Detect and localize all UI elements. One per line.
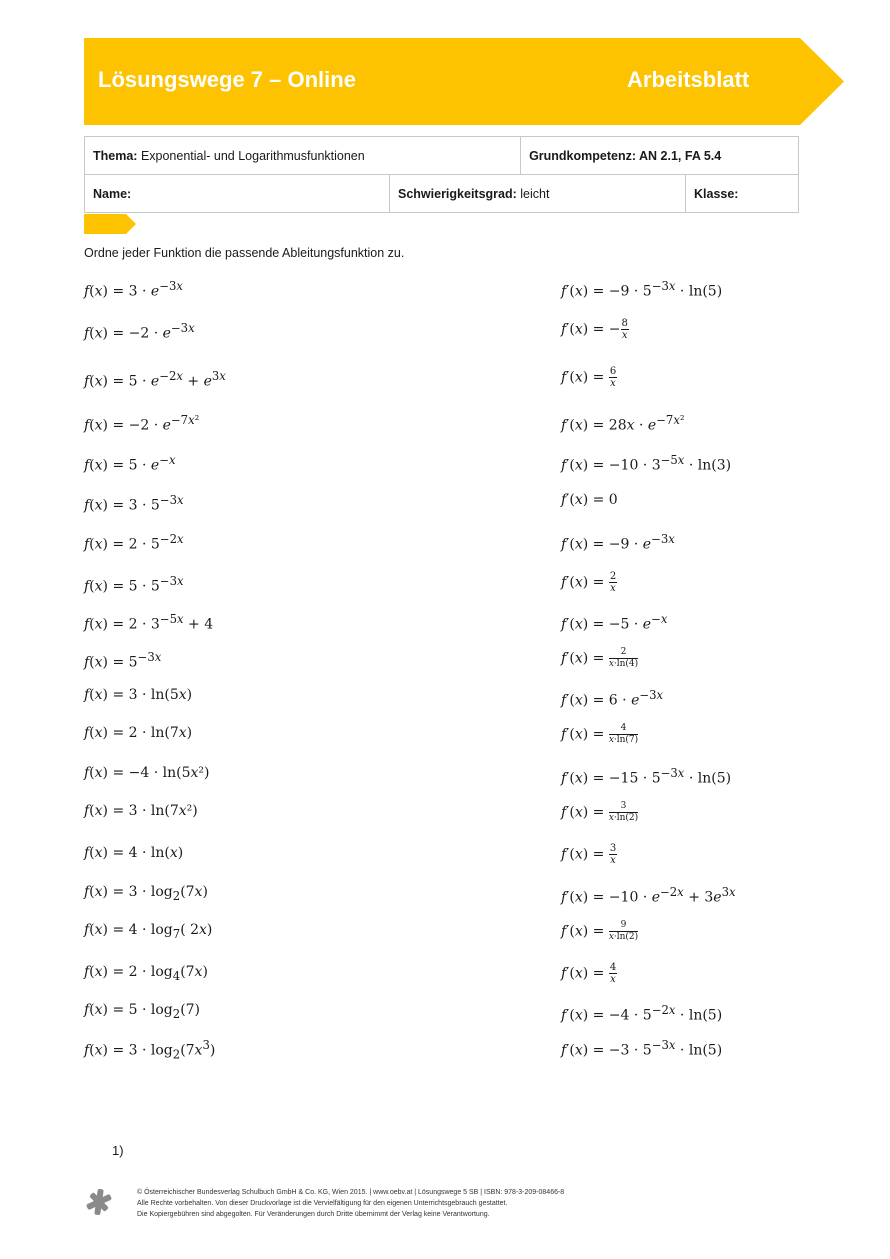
list-item — [84, 920, 804, 962]
function-10[interactable]: 𝑓(𝑥) = $5^{-3𝑥}$ — [84, 650, 162, 671]
function-2[interactable]: 𝑓(𝑥) = −2 · 𝑒$^{-3𝑥}$ — [84, 321, 195, 342]
function-16[interactable]: 𝑓(𝑥) = $3 \cdot \log_2(7𝑥)$ — [84, 884, 208, 903]
list-item — [84, 571, 804, 609]
function-17[interactable]: 𝑓(𝑥) = $4 \cdot \log_7$( 2𝑥) — [84, 922, 213, 941]
thema-value: Exponential- und Logarithmusfunktionen — [140, 148, 365, 163]
function-5[interactable]: 𝑓(𝑥) = 5 · 𝑒$^{-𝑥}$ — [84, 453, 176, 474]
function-3[interactable]: 𝑓(𝑥) = 5 · 𝑒$^{-2𝑥}$ + 𝑒$^{3𝑥}$ — [84, 369, 226, 390]
list-item — [84, 1000, 804, 1035]
thema-cell — [85, 137, 521, 175]
footer-line-3: Die Kopiergebühren sind abgegolten. Für Veränderungen durch Dritte übernimmt der Verlag keine Verantwortung. — [137, 1211, 490, 1218]
function-18[interactable]: 𝑓(𝑥) = $2 \cdot \log_4(7𝑥)$ — [84, 964, 208, 983]
derivative-19[interactable]: 𝑓′(𝑥) = $-4 \cdot 5^{-2𝑥} \cdot \ln(5)$ — [561, 1003, 723, 1024]
list-item — [84, 723, 804, 763]
grundkompetenz-text: Grundkompetenz: AN 2.1, FA 5.4 — [529, 148, 722, 163]
function-11[interactable]: 𝑓(𝑥) = 3 · ln(5𝑥) — [84, 687, 193, 703]
small-arrow-icon — [84, 214, 136, 234]
derivative-5[interactable]: 𝑓′(𝑥) = $-10 \cdot 3^{-5𝑥} \cdot \ln(3)$ — [561, 453, 732, 474]
list-item — [84, 490, 804, 529]
schwierigkeit-value: leicht — [520, 186, 550, 201]
derivative-14[interactable]: 𝑓′(𝑥) = 3 𝑥·ln(2) — [561, 801, 639, 823]
derivative-1[interactable]: 𝑓′(𝑥) = $-9 \cdot 5^{-3𝑥} \cdot \ln(5)$ — [561, 279, 723, 300]
list-item — [84, 609, 804, 647]
derivative-15[interactable]: 𝑓′(𝑥) = 3 𝑥 — [561, 843, 617, 866]
function-9[interactable]: 𝑓(𝑥) = $2 \cdot 3^{-5𝑥} + 4$ — [84, 612, 214, 633]
header-doc-type: Arbeitsblatt — [627, 67, 750, 92]
function-14[interactable]: 𝑓(𝑥) = 3 · ln(7𝑥²) — [84, 803, 198, 819]
derivative-8[interactable]: 𝑓′(𝑥) = 2 𝑥 — [561, 571, 617, 594]
schwierigkeit-label: Schwierigkeitsgrad: — [398, 186, 517, 201]
derivative-12[interactable]: 𝑓′(𝑥) = 4 𝑥·ln(7) — [561, 723, 639, 745]
footer-text — [137, 1187, 564, 1220]
list-item — [84, 366, 804, 410]
list-item — [84, 529, 804, 571]
function-6[interactable]: 𝑓(𝑥) = $3 \cdot 5^{-3𝑥}$ — [84, 493, 184, 514]
name-label: Name: — [93, 186, 132, 201]
list-item — [84, 763, 804, 801]
derivative-3[interactable]: 𝑓′(𝑥) = 6 𝑥 — [561, 366, 617, 389]
derivative-6[interactable]: 𝑓′(𝑥) = 0 — [561, 492, 618, 508]
derivative-9[interactable]: 𝑓′(𝑥) = −5 · 𝑒$^{-𝑥}$ — [561, 612, 668, 633]
derivative-10[interactable]: 𝑓′(𝑥) = 2 𝑥·ln(4) — [561, 647, 639, 669]
info-table — [84, 136, 799, 213]
schwierigkeit-cell — [390, 175, 686, 213]
footnote: 1) — [112, 1143, 124, 1158]
derivative-7[interactable]: 𝑓′(𝑥) = −9 · 𝑒$^{-3𝑥}$ — [561, 532, 675, 553]
klasse-cell[interactable] — [686, 175, 799, 213]
derivative-11[interactable]: 𝑓′(𝑥) = 6 · 𝑒$^{-3𝑥}$ — [561, 688, 664, 709]
list-item — [84, 647, 804, 685]
list-item — [84, 318, 804, 366]
derivative-20[interactable]: 𝑓′(𝑥) = $-3 \cdot 5^{-3𝑥} \cdot \ln(5)$ — [561, 1038, 723, 1059]
function-13[interactable]: 𝑓(𝑥) = −4 · ln(5𝑥²) — [84, 765, 210, 781]
list-item — [84, 882, 804, 920]
derivative-2[interactable]: 𝑓′(𝑥) = − 8 𝑥 — [561, 318, 628, 341]
list-item — [84, 410, 804, 450]
footer-line-2: Alle Rechte vorbehalten. Von dieser Druckvorlage ist die Vervielfältigung für den eigenen Unterrichtsgebrauch gestattet. — [137, 1200, 508, 1207]
header-banner — [84, 38, 844, 125]
grundkompetenz-cell — [521, 137, 799, 175]
publisher-logo-icon — [84, 1187, 114, 1217]
matching-list — [84, 276, 804, 1073]
function-15[interactable]: 𝑓(𝑥) = 4 · ln(𝑥) — [84, 845, 184, 861]
list-item — [84, 450, 804, 490]
function-8[interactable]: 𝑓(𝑥) = $5 \cdot 5^{-3𝑥}$ — [84, 574, 184, 595]
derivative-18[interactable]: 𝑓′(𝑥) = 4 𝑥 — [561, 962, 617, 985]
derivative-16[interactable]: 𝑓′(𝑥) = −10 · 𝑒$^{-2𝑥}$ + 3𝑒$^{3𝑥}$ — [561, 885, 736, 906]
derivative-17[interactable]: 𝑓′(𝑥) = 9 𝑥·ln(2) — [561, 920, 639, 942]
function-20[interactable]: 𝑓(𝑥) = $3 \cdot \log_2(7𝑥^3)$ — [84, 1038, 216, 1062]
name-cell[interactable] — [85, 175, 390, 213]
function-1[interactable]: 𝑓(𝑥) = 3 · 𝑒$^{-3𝑥}$ — [84, 279, 183, 300]
instruction-text: Ordne jeder Funktion die passende Ableitungsfunktion zu. — [84, 246, 405, 260]
list-item — [84, 843, 804, 882]
function-4[interactable]: 𝑓(𝑥) = −2 · 𝑒$^{-7𝑥^2}$ — [84, 413, 200, 434]
function-19[interactable]: 𝑓(𝑥) = $5 \cdot \log_2(7)$ — [84, 1002, 201, 1021]
function-7[interactable]: 𝑓(𝑥) = $2 \cdot 5^{-2𝑥}$ — [84, 532, 184, 553]
derivative-4[interactable]: 𝑓′(𝑥) = 28𝑥 · 𝑒$^{-7𝑥^2}$ — [561, 413, 685, 434]
list-item — [84, 1035, 804, 1073]
list-item — [84, 685, 804, 723]
header-title: Lösungswege 7 – Online — [98, 67, 356, 92]
list-item — [84, 962, 804, 1000]
footer-line-1: © Österreichischer Bundesverlag Schulbuch GmbH & Co. KG, Wien 2015. | www.oebv.at | Lösungswege 5 SB | ISBN: 978-3-209-08466-8 — [137, 1189, 565, 1196]
list-item — [84, 276, 804, 318]
derivative-13[interactable]: 𝑓′(𝑥) = $-15 \cdot 5^{-3𝑥} \cdot \ln(5)$ — [561, 766, 732, 787]
thema-label: Thema: — [93, 148, 138, 163]
klasse-label: Klasse: — [694, 186, 739, 201]
function-12[interactable]: 𝑓(𝑥) = 2 · ln(7𝑥) — [84, 725, 193, 741]
list-item — [84, 801, 804, 843]
